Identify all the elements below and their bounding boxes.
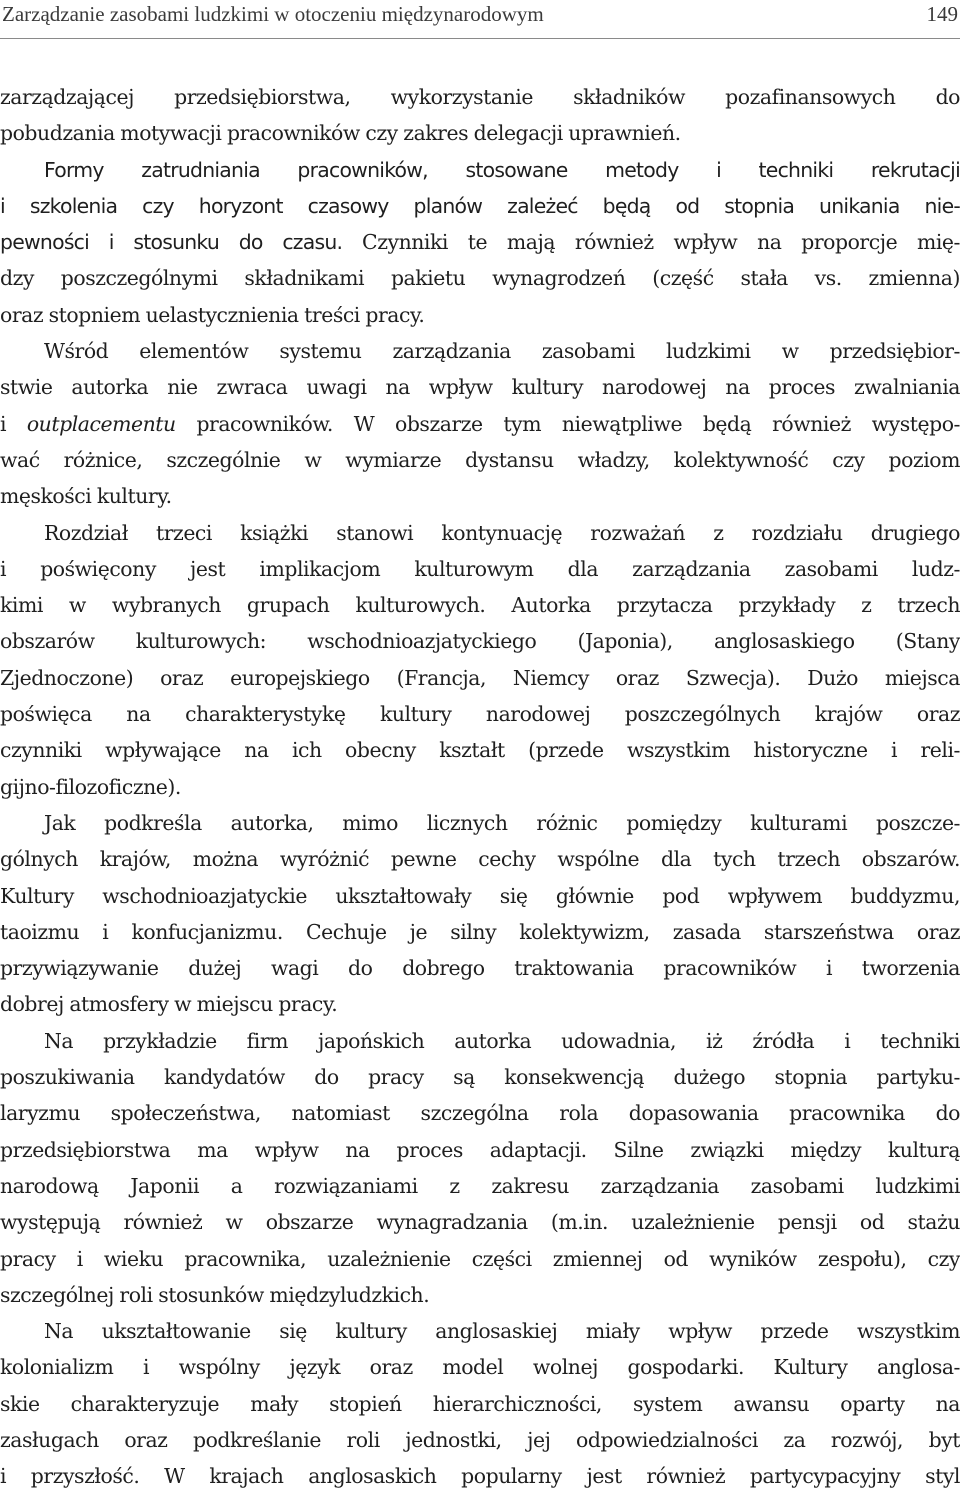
running-head: Zarządzanie zasobami ludzkimi w otoczeniu międzynarodowym <box>2 2 544 26</box>
text-line <box>0 1095 960 1131</box>
text-line <box>0 1168 960 1204</box>
text-line <box>0 1458 960 1494</box>
line-text: stwie autorka nie zwraca uwagi na wpływ kultury narodowej na proces zwalniania <box>0 375 960 400</box>
text-line <box>0 878 960 914</box>
line-text: zarządzającej przedsiębiorstwa, wykorzystanie składników pozafinansowych do <box>0 85 960 109</box>
line-text: gijno-filozoficzne). <box>0 774 181 799</box>
text-line <box>0 587 960 623</box>
text-line <box>0 1204 960 1240</box>
text-line <box>0 1422 960 1458</box>
text-line <box>0 478 960 514</box>
italic-term: outplacementu <box>26 411 176 436</box>
line-text: Wśród elementów systemu zarządzania zasobami ludzkimi w przedsiębior- <box>44 339 960 364</box>
line-text: poszukiwania kandydatów do pracy są konsekwencją dużego stopnia partyku- <box>0 1065 960 1090</box>
text-line <box>0 1132 960 1168</box>
text-line <box>0 1277 960 1313</box>
text-line <box>0 841 960 877</box>
line-text: gólnych krajów, można wyróżnić pewne cechy wspólne dla tych trzech obszarów. <box>0 847 960 872</box>
text-line <box>0 442 960 478</box>
text-line <box>0 115 960 151</box>
line-text: Jak podkreśla autorka, mimo licznych różnic pomiędzy kulturami poszcze- <box>44 810 960 835</box>
line-text: czynniki wpływające na ich obecny kształt (przede wszystkim historyczne i reli- <box>0 738 960 763</box>
line-text: skie charakteryzuje mały stopień hierarchiczności, system awansu oparty na <box>0 1391 960 1416</box>
line-text: dobrej atmosfery w miejscu pracy. <box>0 992 338 1017</box>
text-line <box>0 551 960 587</box>
page-number: 149 <box>926 2 958 26</box>
text-line <box>0 369 960 405</box>
line-text: występują również w obszarze wynagradzania (m.in. uzależnienie pensji od stażu <box>0 1210 960 1235</box>
text-line <box>0 914 960 950</box>
line-text-continuation: pracowników. W obszarze tym niewątpliwe będą również występo- <box>175 411 960 436</box>
text-line <box>0 1023 960 1059</box>
text-line <box>0 333 960 369</box>
page-header <box>0 0 960 39</box>
line-text: wać różnice, szczególnie w wymiarze dystansu władzy, kolektywność czy poziom <box>0 447 960 472</box>
line-text: taoizmu i konfucjanizmu. Cechuje je silny kolektywizm, zasada starszeństwa oraz <box>0 919 960 944</box>
text-line <box>0 188 960 224</box>
text-line <box>0 1349 960 1385</box>
line-text: dzy poszczególnymi składnikami pakietu wynagrodzeń (część stała vs. zmienna) <box>0 266 960 291</box>
line-text-continuation: Czynniki te mają również wpływ na proporcje mię- <box>342 230 960 255</box>
line-text: pewności i stosunku do czasu. <box>0 230 343 255</box>
line-text: i przyszłość. W krajach anglosaskich popularny jest również partycypacyjny styl <box>0 1464 960 1489</box>
line-text: i szkolenia czy horyzont czasowy planów zależeć będą od stopnia unikania nie- <box>0 193 960 218</box>
line-text: męskości kultury. <box>0 484 172 509</box>
line-text: Na przykładzie firm japońskich autorka udowadnia, iż źródła i techniki <box>44 1028 960 1053</box>
text-line <box>0 623 960 659</box>
text-line <box>0 152 960 188</box>
line-text: Rozdział trzeci książki stanowi kontynuację rozważań z rozdziału drugiego <box>44 520 960 545</box>
text-line <box>0 224 960 260</box>
body-text <box>0 79 960 1495</box>
line-text: laryzmu społeczeństwa, natomiast szczególna rola dopasowania pracownika do <box>0 1101 960 1126</box>
line-text: zasługach oraz podkreślanie roli jednostki, jej odpowiedzialności za rozwój, byt <box>0 1427 960 1452</box>
text-line <box>0 1241 960 1277</box>
text-line <box>0 79 960 115</box>
line-text: kimi w wybranych grupach kulturowych. Autorka przytacza przykłady z trzech <box>0 593 960 618</box>
text-line <box>0 732 960 768</box>
line-text: i poświęcony jest implikacjom kulturowym dla zarządzania zasobami ludz- <box>0 556 960 581</box>
line-text: przywiązywanie dużej wagi do dobrego traktowania pracowników i tworzenia <box>0 956 960 981</box>
text-line <box>0 660 960 696</box>
text-line <box>0 1059 960 1095</box>
line-text: pracy i wieku pracownika, uzależnienie części zmiennej od wyników zespołu), czy <box>0 1246 960 1271</box>
line-text: pobudzania motywacji pracowników czy zakres delegacji uprawnień. <box>0 121 681 146</box>
text-line <box>0 515 960 551</box>
line-text: poświęca na charakterystykę kultury narodowej poszczególnych krajów oraz <box>0 702 960 727</box>
line-text: Formy zatrudniania pracowników, stosowane metody i techniki rekrutacji <box>44 157 960 182</box>
text-line <box>0 986 960 1022</box>
text-line <box>0 297 960 333</box>
line-text: Na ukształtowanie się kultury anglosaskiej miały wpływ przede wszystkim <box>44 1319 960 1344</box>
line-text: i <box>0 411 27 436</box>
line-text: kolonializm i wspólny język oraz model wolnej gospodarki. Kultury anglosa- <box>0 1355 960 1380</box>
line-text: Kultury wschodnioazjatyckie ukształtowały się głównie pod wpływem buddyzmu, <box>0 883 960 908</box>
text-line <box>0 696 960 732</box>
line-text: Zjednoczone) oraz europejskiego (Francja, Niemcy oraz Szwecja). Dużo miejsca <box>0 665 960 690</box>
line-text: obszarów kulturowych: wschodnioazjatyckiego (Japonia), anglosaskiego (Stany <box>0 629 960 654</box>
text-line <box>0 406 960 442</box>
text-line <box>0 260 960 296</box>
text-line <box>0 1386 960 1422</box>
text-line <box>0 1313 960 1349</box>
line-text: narodową Japonii a rozwiązaniami z zakresu zarządzania zasobami ludzkimi <box>0 1173 960 1198</box>
text-line <box>0 805 960 841</box>
line-text: przedsiębiorstwa ma wpływ na proces adaptacji. Silne związki między kulturą <box>0 1137 960 1162</box>
text-line <box>0 769 960 805</box>
text-line <box>0 950 960 986</box>
line-text: szczególnej roli stosunków międzyludzkich. <box>0 1282 430 1307</box>
line-text: oraz stopniem uelastycznienia treści pracy. <box>0 302 425 327</box>
